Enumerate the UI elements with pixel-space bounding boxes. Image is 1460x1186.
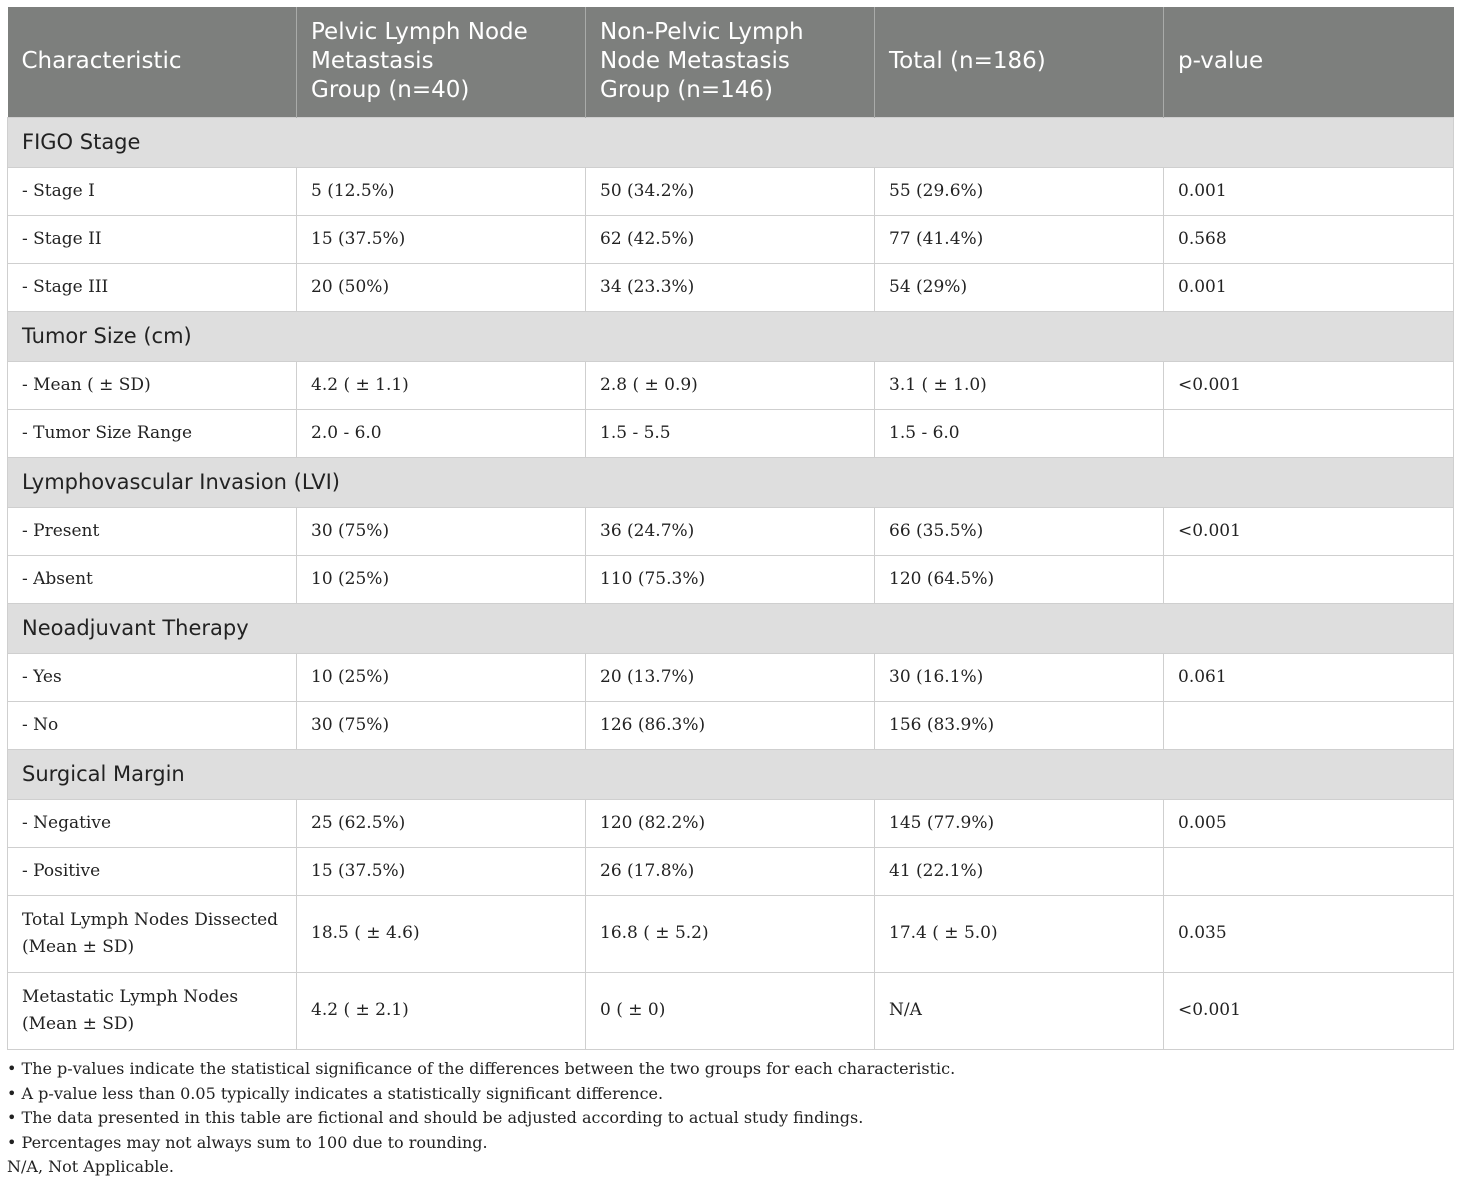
cell-label: - Yes — [8, 653, 297, 701]
cell-label: - Absent — [8, 555, 297, 603]
cell-label: - Stage II — [8, 215, 297, 263]
cell-pelvic: 4.2 ( ± 2.1) — [297, 972, 586, 1049]
cell-non-pelvic: 50 (34.2%) — [586, 167, 875, 215]
cell-total: 54 (29%) — [875, 263, 1164, 311]
cell-total: 55 (29.6%) — [875, 167, 1164, 215]
cell-pelvic: 30 (75%) — [297, 507, 586, 555]
cell-label: - Mean ( ± SD) — [8, 361, 297, 409]
cell-pelvic: 30 (75%) — [297, 701, 586, 749]
table-row — [8, 507, 1454, 555]
section-title: Tumor Size (cm) — [8, 311, 1454, 361]
section-title: Surgical Margin — [8, 749, 1454, 799]
cell-pelvic: 10 (25%) — [297, 555, 586, 603]
cell-pelvic: 20 (50%) — [297, 263, 586, 311]
table-footnotes — [7, 1057, 1453, 1180]
cell-total: N/A — [875, 972, 1164, 1049]
cell-p-value: <0.001 — [1164, 972, 1454, 1049]
cell-pelvic: 10 (25%) — [297, 653, 586, 701]
cell-label: - No — [8, 701, 297, 749]
cell-total: 66 (35.5%) — [875, 507, 1164, 555]
cell-non-pelvic: 26 (17.8%) — [586, 847, 875, 895]
footnote: • Percentages may not always sum to 100 due to rounding. — [7, 1132, 488, 1152]
cell-pelvic: 4.2 ( ± 1.1) — [297, 361, 586, 409]
cell-label: - Positive — [8, 847, 297, 895]
cell-p-value: 0.568 — [1164, 215, 1454, 263]
table-row — [8, 555, 1454, 603]
cell-label: - Present — [8, 507, 297, 555]
section-title: Lymphovascular Invasion (LVI) — [8, 457, 1454, 507]
header-p-value: p-value — [1164, 7, 1454, 117]
cell-label: Total Lymph Nodes Dissected (Mean ± SD) — [8, 895, 297, 972]
cell-p-value — [1164, 555, 1454, 603]
cell-total: 145 (77.9%) — [875, 799, 1164, 847]
cell-label: - Stage III — [8, 263, 297, 311]
cell-p-value: <0.001 — [1164, 361, 1454, 409]
table-row — [8, 895, 1454, 972]
cell-non-pelvic: 16.8 ( ± 5.2) — [586, 895, 875, 972]
header-characteristic: Characteristic — [8, 7, 297, 117]
cell-total: 30 (16.1%) — [875, 653, 1164, 701]
cell-total: 1.5 - 6.0 — [875, 409, 1164, 457]
footnote: • A p-value less than 0.05 typically indicates a statistically significant difference. — [7, 1083, 664, 1103]
cell-p-value: 0.005 — [1164, 799, 1454, 847]
characteristics-table — [7, 7, 1454, 1050]
cell-total: 17.4 ( ± 5.0) — [875, 895, 1164, 972]
table-row — [8, 409, 1454, 457]
cell-non-pelvic: 62 (42.5%) — [586, 215, 875, 263]
table-row — [8, 972, 1454, 1049]
cell-non-pelvic: 126 (86.3%) — [586, 701, 875, 749]
cell-non-pelvic: 34 (23.3%) — [586, 263, 875, 311]
cell-label: - Tumor Size Range — [8, 409, 297, 457]
cell-non-pelvic: 1.5 - 5.5 — [586, 409, 875, 457]
header-row — [8, 7, 1454, 117]
cell-pelvic: 25 (62.5%) — [297, 799, 586, 847]
cell-total: 156 (83.9%) — [875, 701, 1164, 749]
cell-pelvic: 2.0 - 6.0 — [297, 409, 586, 457]
data-table-container — [7, 7, 1453, 1050]
header-total: Total (n=186) — [875, 7, 1164, 117]
header-pelvic-group: Pelvic Lymph Node Metastasis Group (n=40) — [297, 7, 586, 117]
section-row-surgical-margin — [8, 749, 1454, 799]
abbreviation-note: N/A, Not Applicable. — [7, 1157, 174, 1176]
table-row — [8, 361, 1454, 409]
section-row-lvi — [8, 457, 1454, 507]
cell-p-value: 0.035 — [1164, 895, 1454, 972]
table-row — [8, 215, 1454, 263]
table-row — [8, 653, 1454, 701]
footnote: • The data presented in this table are fictional and should be adjusted according to actual study findings. — [7, 1108, 864, 1127]
table-row — [8, 167, 1454, 215]
table-row — [8, 263, 1454, 311]
header-non-pelvic-group: Non-Pelvic Lymph Node Metastasis Group (n=146) — [586, 7, 875, 117]
cell-total: 77 (41.4%) — [875, 215, 1164, 263]
cell-pelvic: 15 (37.5%) — [297, 847, 586, 895]
section-row-figo — [8, 117, 1454, 167]
cell-p-value: <0.001 — [1164, 507, 1454, 555]
cell-non-pelvic: 36 (24.7%) — [586, 507, 875, 555]
cell-non-pelvic: 120 (82.2%) — [586, 799, 875, 847]
cell-non-pelvic: 20 (13.7%) — [586, 653, 875, 701]
cell-total: 120 (64.5%) — [875, 555, 1164, 603]
section-row-tumor-size — [8, 311, 1454, 361]
cell-label: - Stage I — [8, 167, 297, 215]
cell-p-value: 0.001 — [1164, 263, 1454, 311]
cell-non-pelvic: 2.8 ( ± 0.9) — [586, 361, 875, 409]
cell-non-pelvic: 110 (75.3%) — [586, 555, 875, 603]
cell-p-value — [1164, 847, 1454, 895]
cell-pelvic: 18.5 ( ± 4.6) — [297, 895, 586, 972]
table-row — [8, 799, 1454, 847]
cell-total: 3.1 ( ± 1.0) — [875, 361, 1164, 409]
cell-label: Metastatic Lymph Nodes (Mean ± SD) — [8, 972, 297, 1049]
cell-non-pelvic: 0 ( ± 0) — [586, 972, 875, 1049]
cell-total: 41 (22.1%) — [875, 847, 1164, 895]
cell-p-value — [1164, 701, 1454, 749]
cell-pelvic: 15 (37.5%) — [297, 215, 586, 263]
section-title: Neoadjuvant Therapy — [8, 603, 1454, 653]
section-title: FIGO Stage — [8, 117, 1454, 167]
cell-pelvic: 5 (12.5%) — [297, 167, 586, 215]
cell-p-value: 0.001 — [1164, 167, 1454, 215]
cell-p-value — [1164, 409, 1454, 457]
footnote: • The p-values indicate the statistical significance of the differences between the two groups for each characteristic. — [7, 1059, 956, 1078]
table-row — [8, 847, 1454, 895]
table-row — [8, 701, 1454, 749]
cell-label: - Negative — [8, 799, 297, 847]
section-row-neoadjuvant — [8, 603, 1454, 653]
cell-p-value: 0.061 — [1164, 653, 1454, 701]
